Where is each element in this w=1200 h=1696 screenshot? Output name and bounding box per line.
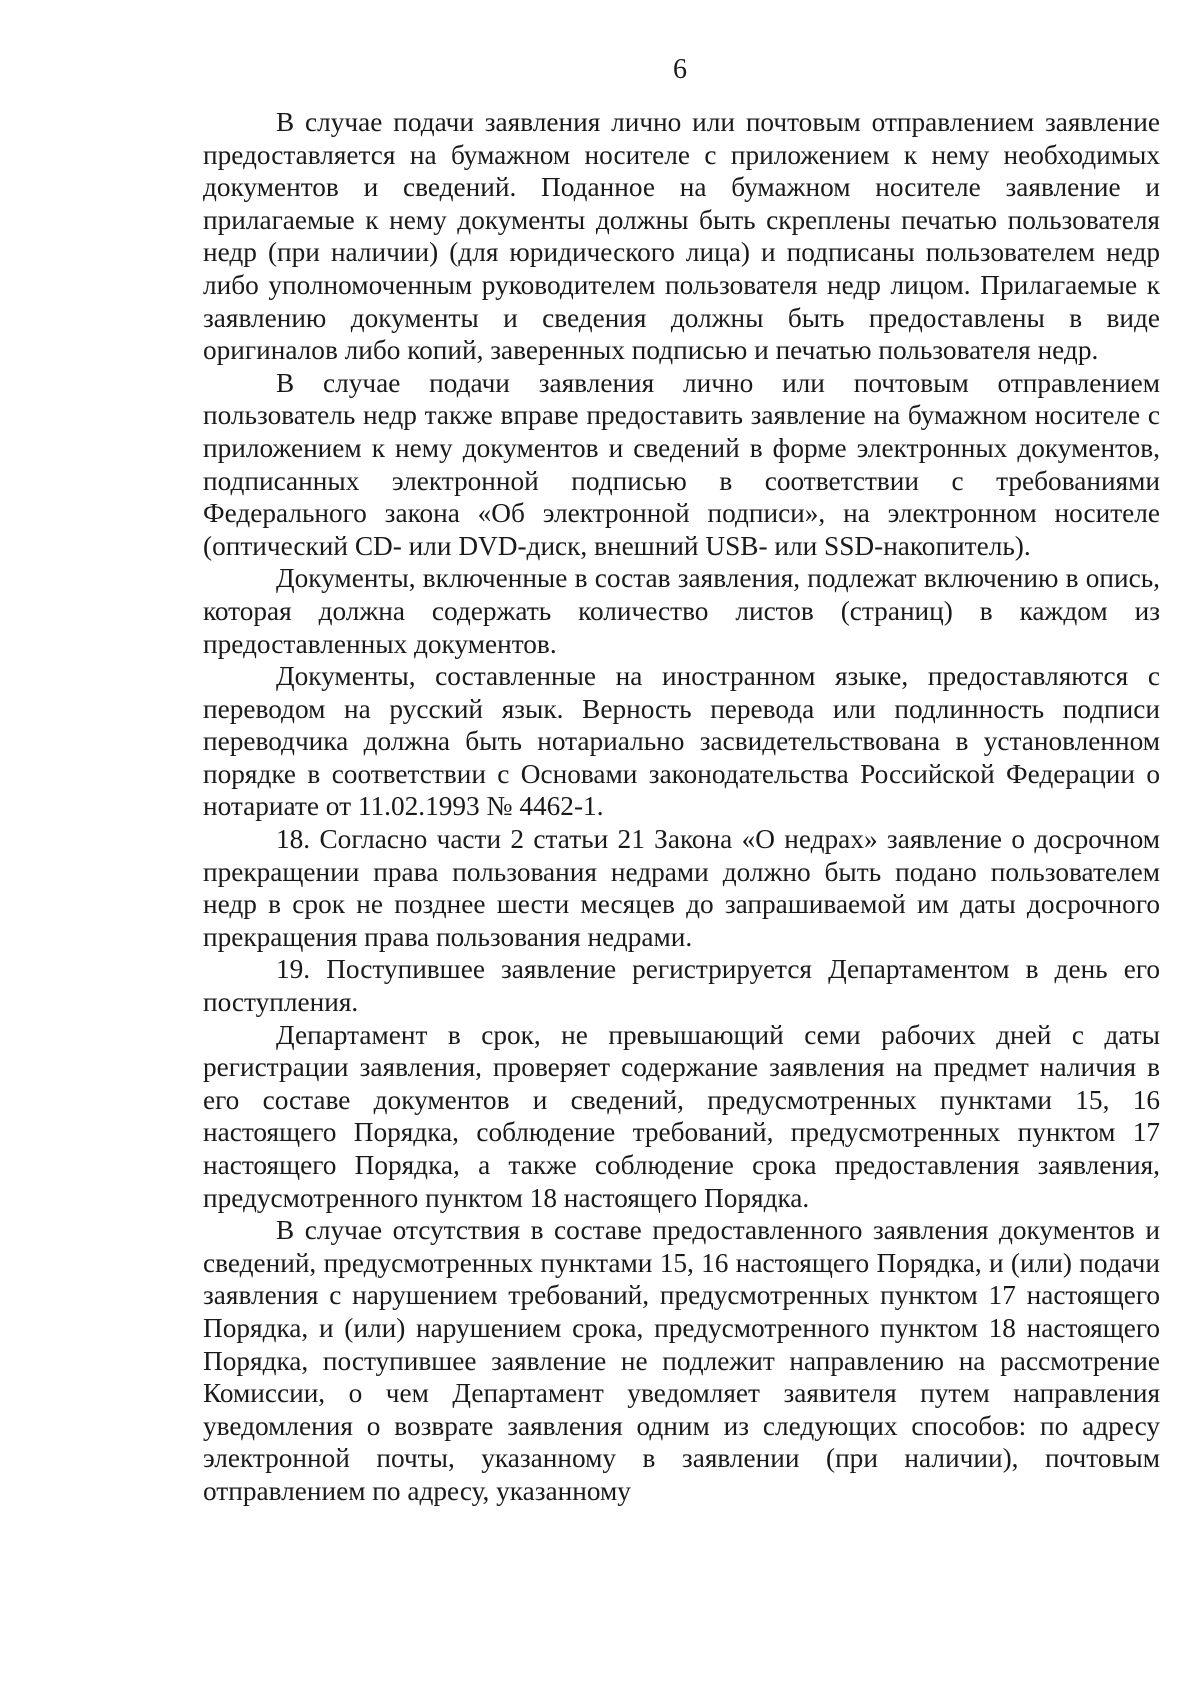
paragraph-item-18: 18. Согласно части 2 статьи 21 Закона «О недрах» заявление о досрочном прекращении права пользования недрами должно быть подано пользователем недр в срок не позднее шести месяцев до запрашиваемой им даты досрочного прекращения права пользования недрами.	[203, 824, 1160, 952]
document-body	[203, 106, 1160, 1508]
paragraph-item-19: 19. Поступившее заявление регистрируется Департаментом в день его поступления.	[203, 954, 1160, 1018]
paragraph-submission-paper: В случае подачи заявления лично или почтовым отправлением заявление предоставляется на бумажном носителе с приложением к нему необходимых документов и сведений. Поданное на бумажном носителе заявление и прилагаемые к нему документы должны быть скреплены печатью пользователя недр (при наличии) (для юридического лица) и подписаны пользователем недр либо уполномоченным руководителем пользователя недр лицом. Прилагаемые к заявлению документы и сведения должны быть предоставлены в виде оригиналов либо копий, заверенных подписью и печатью пользователя недр.	[203, 107, 1160, 366]
page-number: 6	[673, 54, 687, 85]
paragraph-return-notice: В случае отсутствия в составе предоставленного заявления документов и сведений, предусмотренных пунктами 15, 16 настоящего Порядка, и (или) подачи заявления с нарушением требований, предусмотренных пунктом 17 настоящего Порядка, и (или) нарушением срока, предусмотренного пунктом 18 настоящего Порядка, поступившее заявление не подлежит направлению на рассмотрение Комиссии, о чем Департамент уведомляет заявителя путем направления уведомления о возврате заявления одним из следующих способов: по адресу электронной почты, указанному в заявлении (при наличии), почтовым отправлением по адресу, указанному	[203, 1215, 1160, 1506]
paragraph-department-review: Департамент в срок, не превышающий семи рабочих дней с даты регистрации заявления, проверяет содержание заявления на предмет наличия в его составе документов и сведений, предусмотренных пунктами 15, 16 настоящего Порядка, соблюдение требований, предусмотренных пунктом 17 настоящего Порядка, а также соблюдение срока предоставления заявления, предусмотренного пунктом 18 настоящего Порядка.	[203, 1019, 1160, 1213]
paragraph-foreign-language: Документы, составленные на иностранном языке, предоставляются с переводом на русский язык. Верность перевода или подлинность подписи переводчика должна быть нотариально засвидетельствована в установленном порядке в соответствии с Основами законодательства Российской Федерации о нотариате от 11.02.1993 № 4462-1.	[203, 661, 1160, 822]
paragraph-inventory: Документы, включенные в состав заявления, подлежат включению в опись, которая должна содержать количество листов (страниц) в каждом из предоставленных документов.	[203, 563, 1160, 659]
paragraph-submission-electronic: В случае подачи заявления лично или почтовым отправлением пользователь недр также вправе предоставить заявление на бумажном носителе с приложением к нему документов и сведений в форме электронных документов, подписанных электронной подписью в соответствии с требованиями Федерального закона «Об электронной подписи», на электронном носителе (оптический CD- или DVD-диск, внешний USB- или SSD-накопитель).	[203, 367, 1160, 561]
